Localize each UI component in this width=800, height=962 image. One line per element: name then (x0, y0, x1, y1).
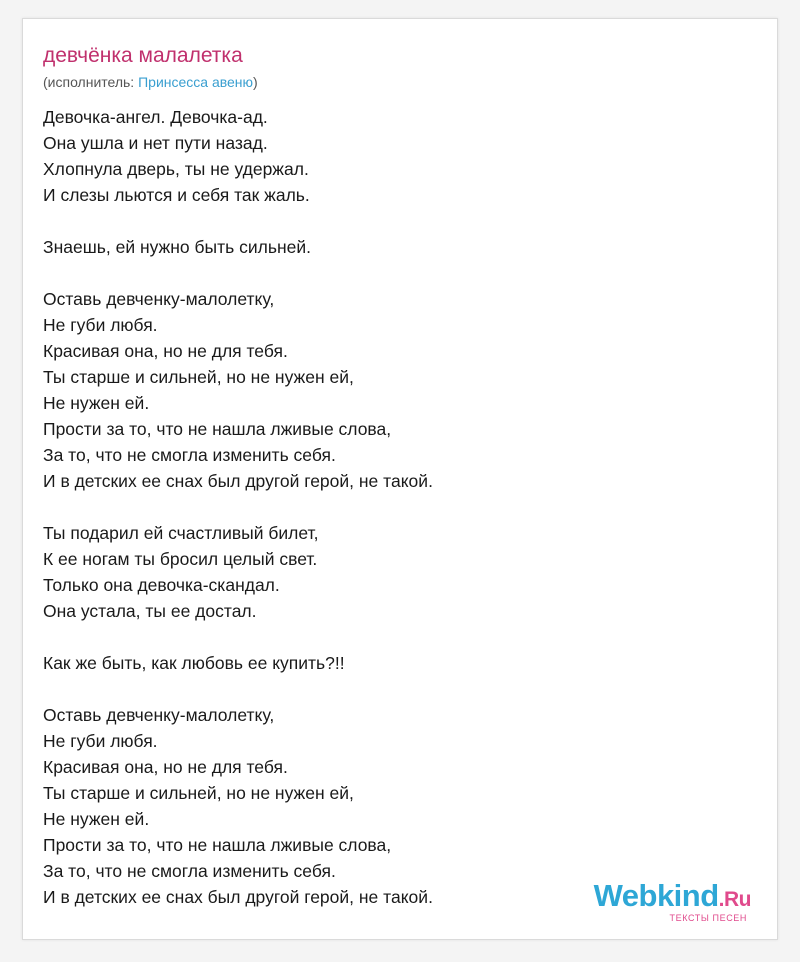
stanza-gap (43, 624, 763, 650)
lyric-line: К ее ногам ты бросил целый свет. (43, 549, 318, 569)
lyric-line: Знаешь, ей нужно быть сильней. (43, 237, 312, 257)
stanza-gap (43, 260, 763, 286)
lyric-line: Не губи любя. (43, 731, 158, 751)
artist-label-close: ) (253, 74, 258, 90)
lyric-line: И слезы льются и себя так жаль. (43, 185, 310, 205)
lyric-line: Она ушла и нет пути назад. (43, 133, 268, 153)
lyric-line: Красивая она, но не для тебя. (43, 341, 288, 361)
logo-tld: .Ru (718, 888, 751, 911)
lyric-line: Ты подарил ей счастливый билет, (43, 523, 319, 543)
site-logo[interactable] (594, 880, 751, 923)
lyric-line: Как же быть, как любовь ее купить?!! (43, 653, 345, 673)
stanza-gap (43, 208, 763, 234)
logo-wordmark (594, 880, 751, 916)
lyric-line: За то, что не смогла изменить себя. (43, 861, 336, 881)
lyric-line: И в детских ее снах был другой герой, не такой. (43, 887, 433, 907)
lyric-line: Только она девочка-скандал. (43, 575, 280, 595)
stanza-gap (43, 494, 763, 520)
lyric-line: Девочка-ангел. Девочка-ад. (43, 107, 268, 127)
artist-label: (исполнитель: (43, 74, 139, 90)
lyric-line: Прости за то, что не нашла лживые слова, (43, 835, 392, 855)
lyric-line: Не нужен ей. (43, 809, 150, 829)
logo-name: Webkind (593, 878, 719, 913)
stanza-gap (43, 676, 763, 702)
lyric-line: Оставь девченку-малолетку, (43, 289, 275, 309)
lyrics-stanza (43, 520, 763, 624)
lyric-line: Красивая она, но не для тебя. (43, 757, 288, 777)
lyrics-stanza (43, 650, 763, 676)
lyric-line: Прости за то, что не нашла лживые слова, (43, 419, 392, 439)
logo-tagline: ТЕКСТЫ ПЕСЕН (669, 913, 747, 923)
lyric-line: За то, что не смогла изменить себя. (43, 445, 336, 465)
lyric-line: Ты старше и сильней, но не нужен ей, (43, 367, 354, 387)
artist-link[interactable]: Принсесса авеню (138, 74, 254, 90)
lyrics-stanza (43, 234, 763, 260)
lyrics-text (43, 104, 763, 910)
lyric-line: Не нужен ей. (43, 393, 150, 413)
lyrics-stanza (43, 286, 763, 494)
lyric-line: Она устала, ты ее достал. (43, 601, 257, 621)
lyric-line: И в детских ее снах был другой герой, не такой. (43, 471, 433, 491)
lyric-line: Хлопнула дверь, ты не удержал. (43, 159, 309, 179)
song-title: девчёнка малалетка (43, 44, 243, 67)
artist-line (43, 74, 258, 90)
lyric-line: Ты старше и сильней, но не нужен ей, (43, 783, 354, 803)
lyric-line: Не губи любя. (43, 315, 158, 335)
lyrics-card (22, 18, 778, 940)
lyric-line: Оставь девченку-малолетку, (43, 705, 275, 725)
lyrics-stanza (43, 104, 763, 208)
